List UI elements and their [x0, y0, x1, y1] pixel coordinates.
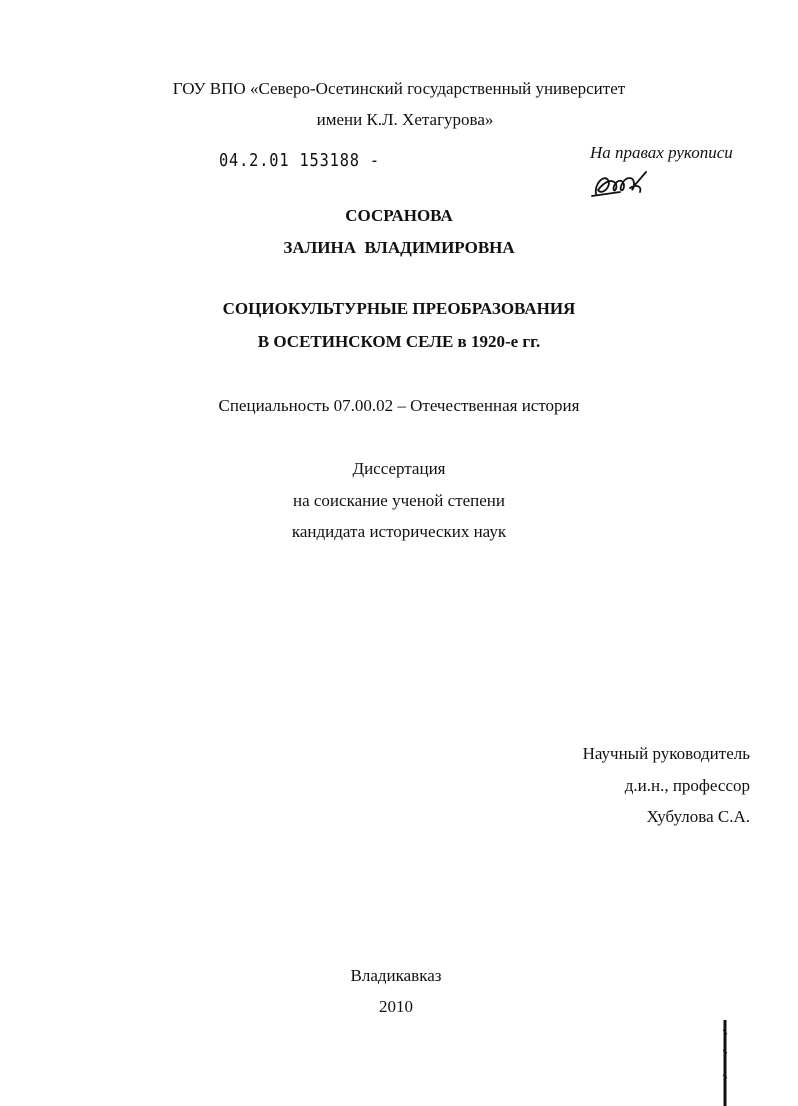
scan-edge-mark [722, 1020, 728, 1106]
author-signature [590, 166, 652, 200]
manuscript-rights-note: На правах рукописи [590, 143, 733, 162]
supervisor-title: д.и.н., профессор [624, 776, 750, 795]
supervisor-name: Хубулова С.А. [646, 807, 750, 826]
degree-line-2: на соискание ученой степени [292, 491, 506, 510]
specialty: Специальность 07.00.02 – Отечественная история [218, 396, 580, 415]
institution-line-2: имени К.Л. Хетагурова» [316, 110, 494, 129]
thesis-title-line-2: В ОСЕТИНСКОМ СЕЛЕ в 1920-е гг. [257, 332, 541, 351]
city: Владикавказ [350, 966, 442, 985]
institution-line-1: ГОУ ВПО «Северо-Осетинский государственный университет [172, 79, 626, 98]
library-stamp-number: 04.2.01 153188 - [219, 150, 380, 171]
year: 2010 [379, 997, 413, 1016]
author-surname: СОСРАНОВА [345, 206, 453, 225]
thesis-title-line-1: СОЦИОКУЛЬТУРНЫЕ ПРЕОБРАЗОВАНИЯ [222, 299, 576, 318]
degree-line-3: кандидата исторических наук [291, 522, 507, 541]
supervisor-role: Научный руководитель [582, 744, 750, 763]
degree-line-1: Диссертация [352, 459, 446, 478]
author-given-names: ЗАЛИНА ВЛАДИМИРОВНА [283, 238, 515, 257]
